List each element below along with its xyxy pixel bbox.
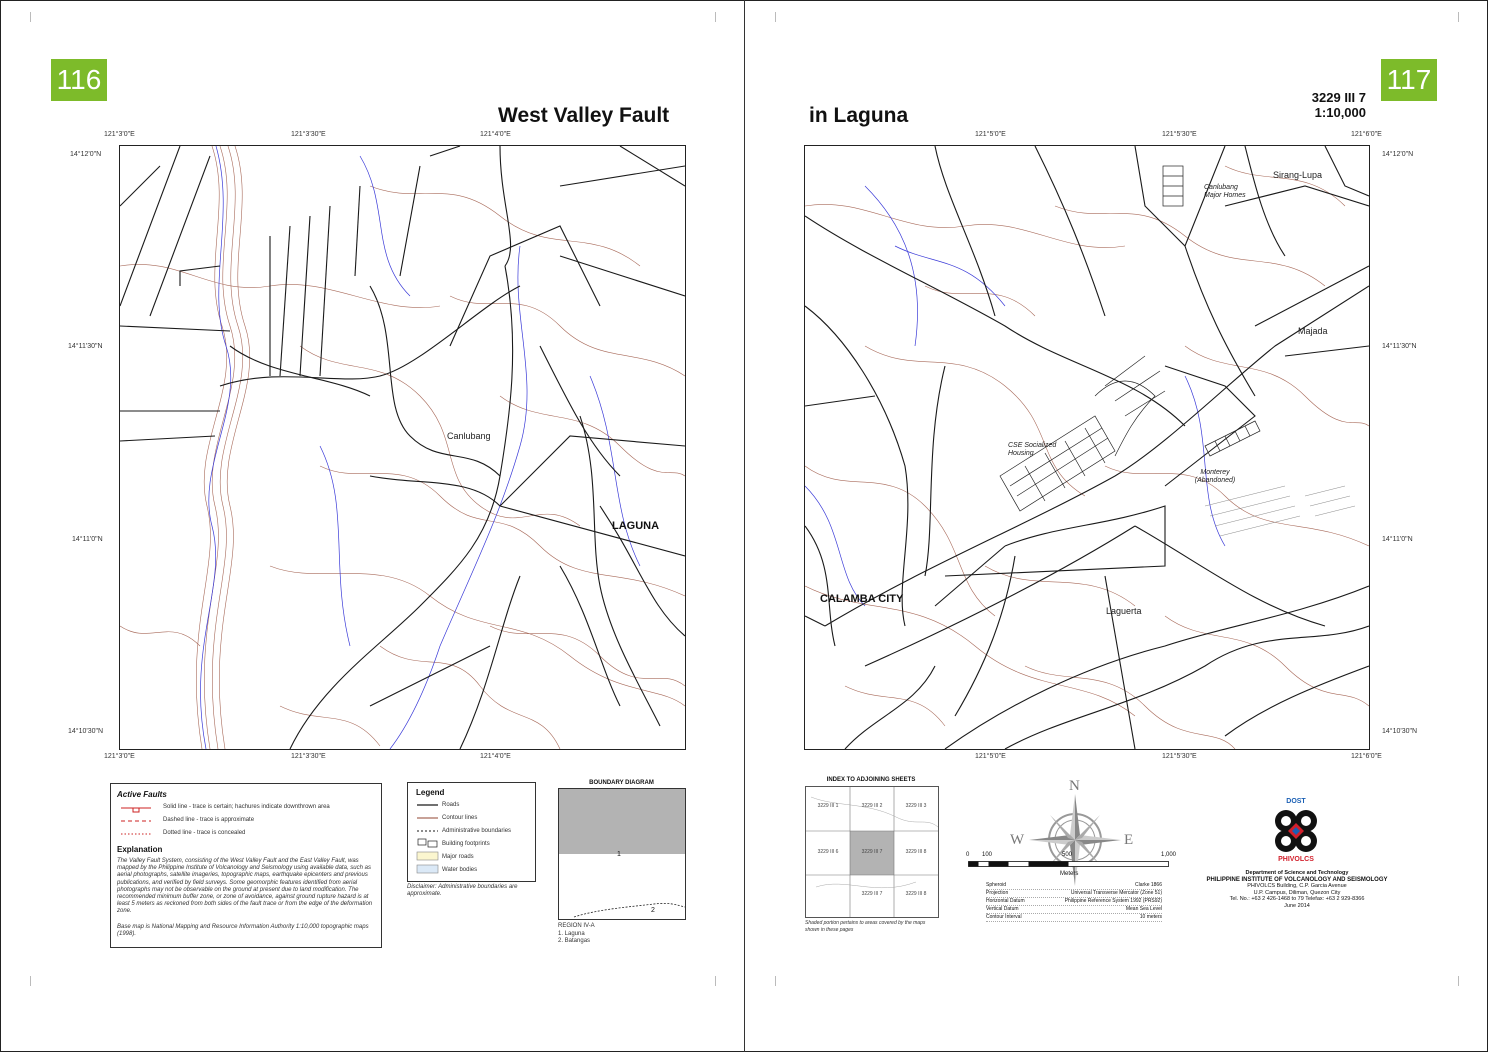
projection-row: [986, 906, 1162, 914]
crop-mark: [30, 976, 41, 986]
agency-dept: Department of Science and Technology: [1245, 870, 1349, 876]
lat-label: 14°12'0"N: [1382, 151, 1414, 158]
crop-mark: [775, 976, 786, 986]
index-sheets-title: INDEX TO ADJOINING SHEETS: [826, 777, 916, 783]
lon-label-top: 121°3'30"E: [291, 131, 326, 138]
crop-mark: [1448, 12, 1459, 22]
lon-label-bottom: 121°5'0"E: [975, 753, 1006, 760]
scale-unit: Meters: [1060, 871, 1079, 877]
crop-mark: [705, 976, 716, 986]
fault-dotted-label: Dotted line - trace is concealed: [163, 830, 246, 836]
agency-tel: Tel. No.: +63 2 426-1468 to 79 Telefax: +63 2 929-8366: [1229, 896, 1365, 902]
place-label-sirang-lupa: Sirang-Lupa: [1273, 170, 1323, 180]
active-faults-panel: [110, 783, 382, 948]
crop-mark: [775, 12, 786, 22]
sheet-id: 3229 III 7: [1311, 90, 1366, 105]
boundary-diagram: [558, 788, 686, 920]
lat-label: 14°10'30"N: [1382, 728, 1418, 735]
projection-value: Clarke 1866: [1135, 882, 1162, 888]
lat-label: 14°10'30"N: [68, 728, 104, 735]
place-label-calamba: CALAMBA CITY: [820, 593, 904, 605]
legend-heading: Legend: [416, 788, 445, 797]
fault-dashed-label: Dashed line - trace is approximate: [163, 817, 255, 823]
index-sheets-grid: [805, 786, 939, 918]
crop-mark: [30, 12, 41, 22]
right-map[interactable]: [804, 145, 1370, 750]
lon-label-top: 121°5'30"E: [1162, 131, 1197, 138]
boundary-zone-2: 2: [651, 907, 655, 914]
lat-label: 14°11'30"N: [1382, 343, 1417, 350]
lat-label: 14°11'0"N: [1382, 536, 1413, 543]
legend-disclaimer: Disclaimer: Administrative boundaries are approximate.: [407, 884, 518, 897]
place-label-canlubang: Canlubang: [447, 431, 491, 441]
lon-label-bottom: 121°3'30"E: [291, 753, 326, 760]
map-scale: 1:10,000: [1314, 105, 1366, 120]
place-label-canlubang-homes: Canlubang Major Homes: [1204, 184, 1246, 199]
water-bodies: [200, 146, 640, 749]
projection-value: Universal Transverse Mercator (Zone 51): [1070, 890, 1162, 896]
scale-tick: 100: [982, 852, 993, 858]
lon-label-bottom: 121°4'0"E: [480, 753, 511, 760]
page-spine: [744, 0, 745, 1052]
region-name: REGION IV-A: [558, 923, 595, 929]
index-sheets-note: Shaded portion pertains to areas covered by the maps shown in these pages: [805, 920, 926, 933]
page-number-right: 117: [1381, 59, 1437, 101]
lon-label-bottom: 121°5'30"E: [1162, 753, 1197, 760]
region-item: 2. Batangas: [558, 938, 591, 944]
fault-solid-label: Solid line - trace is certain; hachures indicate downthrown area: [163, 804, 330, 810]
projection-row: [986, 882, 1162, 890]
fault-symbols: [119, 804, 155, 840]
index-cell: 3229 III 8: [905, 891, 927, 897]
building-footprints: [1000, 166, 1260, 511]
water-bodies: [805, 186, 1225, 606]
legend-panel: [407, 782, 536, 882]
legend-admin: Administrative boundaries: [442, 828, 512, 834]
index-cell-current: 3229 III 7: [861, 849, 883, 855]
left-map[interactable]: [119, 145, 686, 750]
logo-phivolcs-text: PHIVOLCS: [1278, 856, 1314, 863]
lon-label-top: 121°4'0"E: [480, 131, 511, 138]
projection-row: [986, 890, 1162, 898]
agency-address: PHIVOLCS Building, C.P. Garcia Avenue: [1247, 883, 1347, 889]
legend-major-roads: Major roads: [442, 854, 474, 860]
projection-key: Spheroid: [986, 882, 1007, 888]
left-map-svg: [120, 146, 685, 749]
region-list: [558, 923, 595, 946]
index-cell: 3229 III 2: [861, 803, 883, 809]
place-label-laguerta: Laguerta: [1106, 606, 1142, 616]
projection-row: [986, 914, 1162, 922]
place-label-cse-housing: CSE Socialized Housing: [1008, 442, 1057, 457]
scale-tick: 0: [966, 852, 970, 858]
scale-bar: [966, 852, 1186, 882]
scale-tick: 500: [1062, 852, 1073, 858]
right-map-svg: [805, 146, 1369, 749]
lon-label-top: 121°5'0"E: [975, 131, 1006, 138]
legend-roads: Roads: [442, 802, 460, 808]
explanation-heading: Explanation: [117, 845, 163, 854]
logo-dost-text: DOST: [1286, 798, 1306, 805]
explanation-text: The Valley Fault System, consisting of the West Valley Fault and the East Valley Fault, was mapped by the Philippine Institute of Volcanology and Seismology using available data, such as aerial photographs, satellite imageries, topographic maps, earthquake epicenters and previous publications, and verified by field surveys. Some geomorphic features identified from aerial photographs may not be observable on the ground at present due to land modification. The recommended minimum buffer zone, or zone of avoidance, against ground rupture hazard is at least 5 meters as reckoned from both sides of the fault trace or from the edge of the deformation zone.: [117, 858, 373, 915]
lat-label: 14°12'0"N: [70, 151, 102, 158]
projection-value: Mean Sea Level: [1125, 906, 1162, 912]
lon-label-bottom: 121°3'0"E: [104, 753, 135, 760]
legend-buildings: Building footprints: [442, 841, 490, 847]
compass-n: N: [1069, 778, 1080, 794]
projection-key: Vertical Datum: [986, 906, 1019, 912]
place-label-laguna: LAGUNA: [612, 520, 660, 532]
crop-mark: [705, 12, 716, 22]
phivolcs-logo-icon: [1272, 807, 1320, 855]
base-map-note: Base map is National Mapping and Resource Information Authority 1:10,000 topographic maps (1998).: [117, 924, 369, 938]
legend-contours: Contour lines: [442, 815, 478, 821]
page-title-left: West Valley Fault: [498, 104, 670, 127]
agency-info: [1192, 870, 1402, 909]
legend-water: Water bodies: [442, 867, 478, 873]
agency-name: PHILIPPINE INSTITUTE OF VOLCANOLOGY AND SEISMOLOGY: [1206, 876, 1388, 883]
place-label-monterey: Monterey (Abandoned): [1194, 469, 1236, 484]
projection-key: Contour Interval: [986, 914, 1022, 920]
lat-label: 14°11'30"N: [68, 343, 103, 350]
roads: [805, 146, 1369, 749]
agency-address: U.P. Campus, Diliman, Quezon City: [1253, 889, 1341, 896]
projection-key: Horizontal Datum: [986, 898, 1025, 904]
region-item: 1. Laguna: [558, 930, 585, 937]
projection-info: [986, 882, 1162, 922]
index-cell: 3229 III 6: [817, 849, 839, 855]
phivolcs-logo: [1271, 798, 1321, 868]
lon-label-top: 121°6'0"E: [1351, 131, 1382, 138]
boundary-diagram-title: BOUNDARY DIAGRAM: [589, 780, 654, 786]
compass-w: W: [1010, 832, 1025, 848]
legend-symbols: [416, 801, 440, 879]
crop-mark: [1448, 976, 1459, 986]
page-number-left: 116: [51, 59, 107, 101]
scale-tick: 1,000: [1161, 852, 1177, 858]
projection-key: Projection: [986, 890, 1009, 896]
agency-date: June 2014: [1284, 902, 1310, 909]
boundary-zone-1: 1: [617, 851, 621, 858]
compass-e: E: [1124, 832, 1134, 848]
place-label-majada: Majada: [1298, 326, 1328, 336]
contour-lines: [805, 166, 1369, 749]
scale-bar-graphic: [968, 861, 1170, 869]
projection-row: [986, 898, 1162, 906]
index-cell: 3229 III 8: [905, 849, 927, 855]
index-cell: 3229 III 3: [905, 803, 927, 809]
lat-label: 14°11'0"N: [72, 536, 103, 543]
boundary-lines: [559, 789, 685, 919]
index-cell: 3229 III 1: [817, 803, 839, 809]
lon-label-bottom: 121°6'0"E: [1351, 753, 1382, 760]
lon-label-top: 121°3'0"E: [104, 131, 135, 138]
projection-value: 10 meters: [1139, 914, 1162, 920]
index-cell: 3229 III 7: [861, 891, 883, 897]
active-faults-heading: Active Faults: [117, 790, 167, 799]
page-title-right: in Laguna: [809, 104, 909, 127]
projection-value: Philippine Reference System 1992 (PRS92): [1064, 898, 1162, 904]
building-footprints-faint: [1205, 486, 1355, 536]
sheet-info: [1300, 90, 1366, 120]
